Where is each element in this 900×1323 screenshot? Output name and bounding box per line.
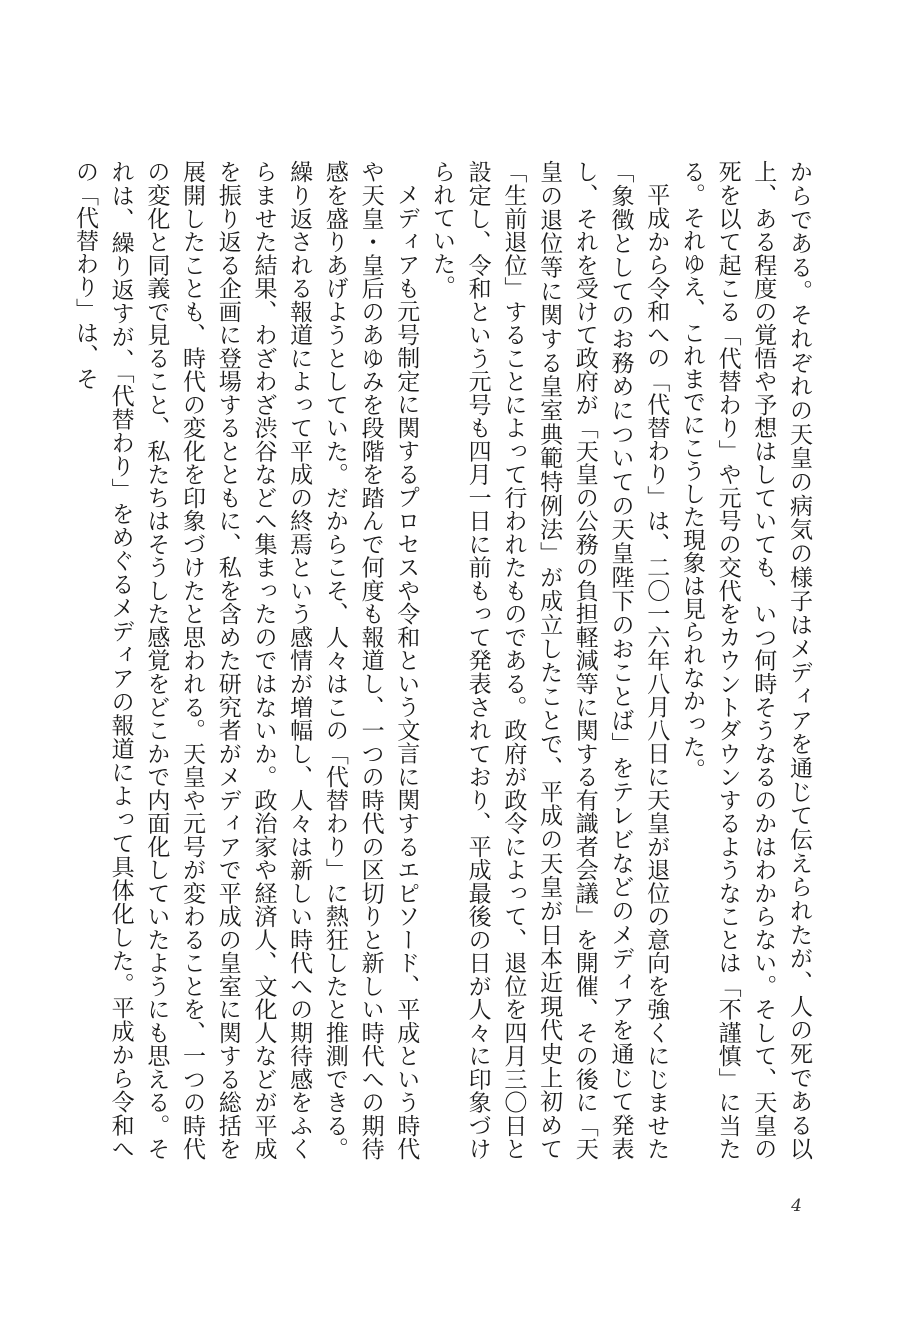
paragraph-1: からである。それぞれの天皇の病気の様子はメディアを通じて伝えられたが、人の死である以上、ある程度の覚悟や予想はしていても、いつ何時そうなるのかはわからない。そして、天皇の死を以て起こる「代替わり」や元号の交代をカウントダウンするようなことは「不謹慎」に当たる。それゆえ、これまでにこうした現象は見られなかった。	[678, 160, 812, 1160]
vertical-body-text	[71, 160, 816, 1160]
page-number: 4	[791, 1196, 802, 1216]
paragraph-2: 平成から令和への「代替わり」は、二〇一六年八月八日に天皇が退位の意向を強くにじませた「象徴としてのお務めについての天皇陛下のおことば」をテレビなどのメディアを通じて発表し、それを受けて政府が「天皇の公務の負担軽減等に関する有識者会議」を開催、その後に「天皇の退位等に関する皇室典範特例法」が成立したことで、平成の天皇が日本近現代史上初めて「生前退位」することによって行われたものである。政府が政令によって、退位を四月三〇日と設定し、令和という元号も四月一日に前もって発表されており、平成最後の日が人々に印象づけられていた。	[428, 160, 670, 1160]
paragraph-3: メディアも元号制定に関するプロセスや令和という文言に関するエピソード、平成という時代や天皇・皇后のあゆみを段階を踏んで何度も報道し、一つの時代の区切りと新しい時代への期待感を盛りあげようとしていた。だからこそ、人々はこの「代替わり」に熱狂したと推測できる。繰り返される報道によって平成の終焉という感情が増幅し、人々は新しい時代への期待感をふくらませた結果、わざわざ渋谷などへ集まったのではないか。政治家や経済人、文化人などが平成を振り返る企画に登場するとともに、私を含めた研究者がメディアで平成の皇室に関する総括を展開したことも、時代の変化を印象づけたと思われる。天皇や元号が変わることを、一つの時代の変化と同義で見ること、私たちはそうした感覚をどこかで内面化していたようにも思える。それは、繰り返すが、「代替わり」をめぐるメディアの報道によって具体化した。平成から令和への「代替わり」は、そ	[71, 160, 420, 1160]
